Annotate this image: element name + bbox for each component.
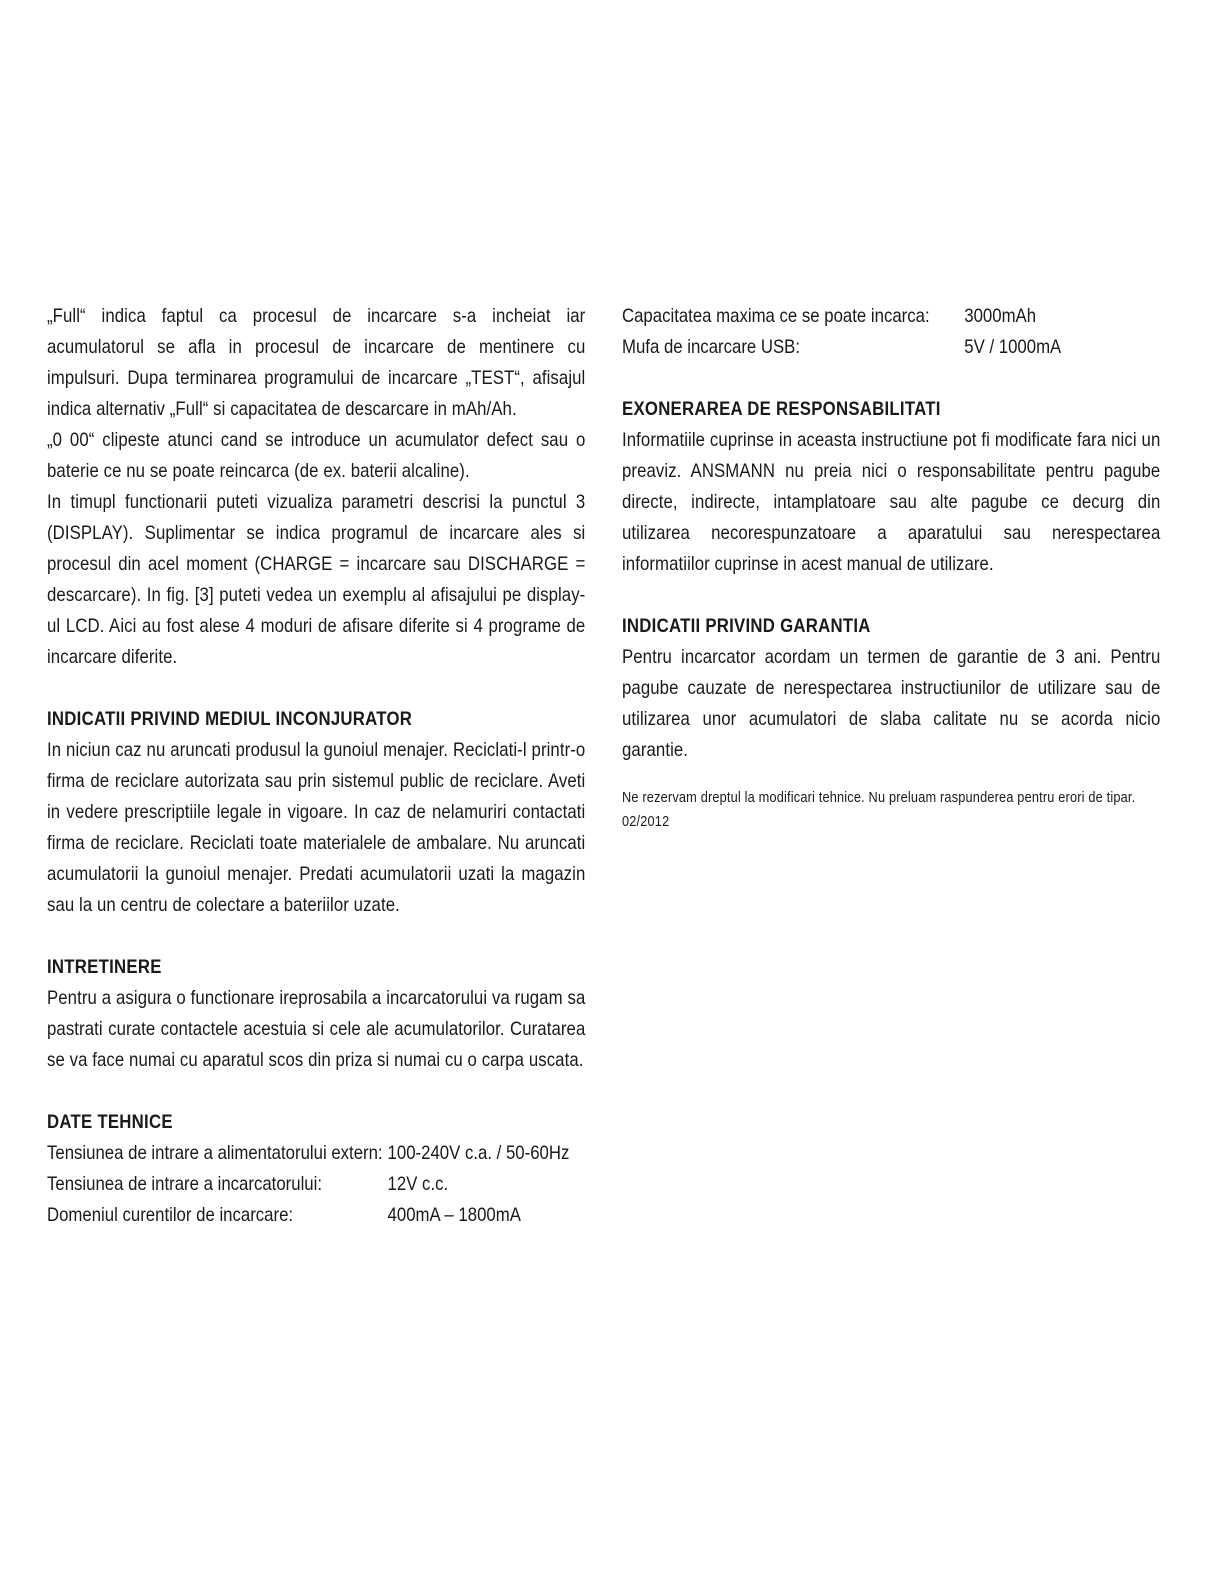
spec-value: 12V c.c. xyxy=(387,1173,449,1195)
spec-label: Domeniul curentilor de incarcare: xyxy=(47,1204,294,1226)
spec-value: 3000mAh xyxy=(964,305,1037,327)
spec-row xyxy=(47,1200,585,1231)
spec-row xyxy=(622,332,1160,363)
environment-heading: INDICATII PRIVIND MEDIUL INCONJURATOR xyxy=(47,708,413,730)
spacer xyxy=(47,921,585,952)
intro-paragraph-defect: „0 00“ clipeste atunci cand se introduce un acumulator defect sau o baterie ce nu se poate reincarca (de ex. baterii alcaline). xyxy=(47,429,586,482)
intro-paragraph-display: In timupl functionarii puteti vizualiza parametri descrisi la punctul 3 (DISPLAY). Suplimentar se indica programul de incarcare ales si procesul din acel moment (CHARGE = incarcare sau DISCHARGE = descarcare). In fig. [3] puteti vedea un exemplu al afisajului pe display-ul LCD. Aici au fost alese 4 moduri de afisare diferite si 4 programe de incarcare diferite. xyxy=(47,491,586,668)
warranty-heading: INDICATII PRIVIND GARANTIA xyxy=(622,615,871,637)
fineprint-note: Ne rezervam dreptul la modificari tehnice. Nu preluam raspunderea pentru erori de tipar. xyxy=(622,790,1136,806)
spacer xyxy=(622,580,1160,611)
spec-row xyxy=(622,301,1160,332)
spacer xyxy=(47,1076,585,1107)
spec-value: 400mA – 1800mA xyxy=(387,1204,521,1226)
spacer xyxy=(622,363,1160,394)
technical-spec-table xyxy=(47,1138,585,1231)
technical-spec-table-continued xyxy=(622,301,1160,363)
spec-value: 100-240V c.a. / 50-60Hz xyxy=(387,1142,570,1164)
right-column xyxy=(622,301,1160,834)
environment-text: In niciun caz nu aruncati produsul la gunoiul menajer. Reciclati-l printr-o firma de reciclare autorizata sau prin sistemul public de reciclare. Aveti in vedere prescriptiile legale in vigoare. In caz de nelamuriri contactati firma de reciclare. Reciclati toate materialele de ambalare. Nu aruncati acumulatorii la gunoiul menajer. Predati acumulatorii uzati la magazin sau la un centru de colectare a bateriilor uzate. xyxy=(47,739,586,916)
maintenance-text: Pentru a asigura o functionare ireprosabila a incarcatorului va rugam sa pastrati curate contactele acestuia si cele ale acumulatorilor. Curatarea se va face numai cu aparatul scos din priza si numai cu o carpa uscata. xyxy=(47,987,586,1071)
spec-label: Tensiunea de intrare a incarcatorului: xyxy=(47,1173,323,1195)
fineprint-date: 02/2012 xyxy=(622,814,670,830)
spacer xyxy=(47,673,585,704)
spec-row xyxy=(47,1169,585,1200)
spec-row xyxy=(47,1138,585,1169)
spec-label: Mufa de incarcare USB: xyxy=(622,336,801,358)
left-column xyxy=(47,301,585,1231)
disclaimer-heading: EXONERAREA DE RESPONSABILITATI xyxy=(622,398,941,420)
spec-value: 5V / 1000mA xyxy=(964,336,1062,358)
spec-label: Tensiunea de intrare a alimentatorului extern: xyxy=(47,1142,383,1164)
disclaimer-text: Informatiile cuprinse in aceasta instructiune pot fi modificate fara nici un preaviz. ANSMANN nu preia nici o responsabilitate pentru pagube directe, indirecte, intamplatoare sau alte pagube ce decurg din utilizarea necorespunzatoare a aparatului sau nerespectarea informatiilor cuprinse in acest manual de utilizare. xyxy=(622,429,1161,575)
technical-heading: DATE TEHNICE xyxy=(47,1111,173,1133)
intro-paragraph-full: „Full“ indica faptul ca procesul de incarcare s-a incheiat iar acumulatorul se afla in procesul de incarcare de mentinere cu impulsuri. Dupa terminarea programului de incarcare „TEST“, afisajul indica alternativ „Full“ si capacitatea de descarcare in mAh/Ah. xyxy=(47,305,586,420)
maintenance-heading: INTRETINERE xyxy=(47,956,162,978)
warranty-text: Pentru incarcator acordam un termen de garantie de 3 ani. Pentru pagube cauzate de nerespectarea instructiunilor de utilizare sau de utilizarea unor acumulatori de slaba calitate nu se acorda nicio garantie. xyxy=(622,646,1161,761)
spec-label: Capacitatea maxima ce se poate incarca: xyxy=(622,305,930,327)
spacer xyxy=(622,766,1160,786)
